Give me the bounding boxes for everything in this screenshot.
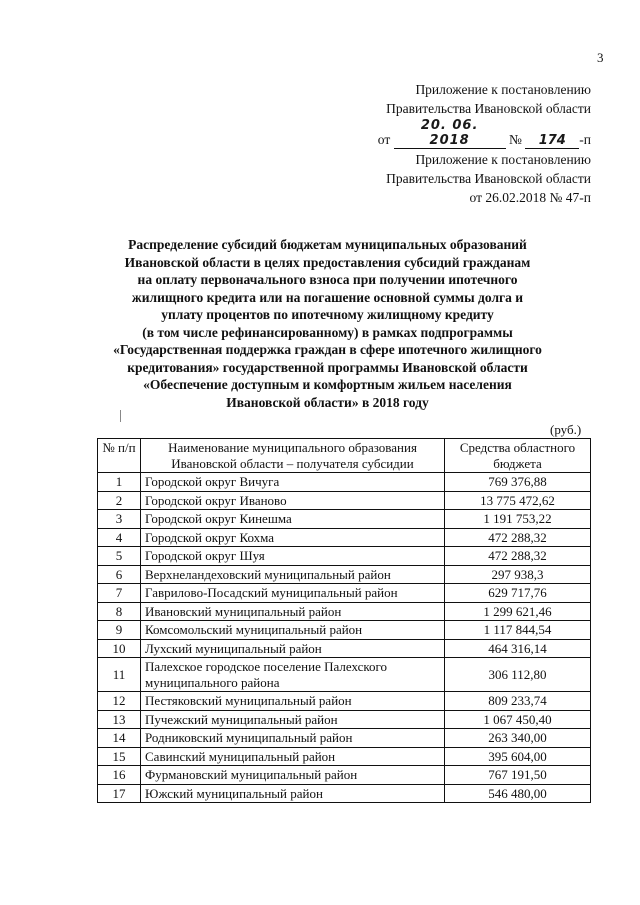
row-number: 11 [98,658,141,692]
table-row [98,602,591,621]
row-municipality: Ивановский муниципальный район [141,602,445,621]
row-amount: 464 316,14 [445,639,591,658]
row-number: 7 [98,584,141,603]
table-body [98,473,591,803]
row-number: 12 [98,692,141,711]
row-municipality: Лухский муниципальный район [141,639,445,658]
table-row [98,510,591,529]
row-municipality: Городской округ Кохма [141,528,445,547]
table-row [98,784,591,803]
handwritten-number: 174 [525,133,579,149]
subsidy-table [97,438,591,803]
table-row [98,621,591,640]
row-municipality: Городской округ Шуя [141,547,445,566]
title-line: «Государственная поддержка граждан в сфере ипотечного жилищного [113,342,542,357]
table-row [98,584,591,603]
row-amount: 472 288,32 [445,547,591,566]
title-line: «Обеспечение доступным и комфортным жильем населения [143,377,512,392]
row-municipality: Пучежский муниципальный район [141,710,445,729]
row-number: 5 [98,547,141,566]
table-header-row [98,439,591,473]
title-line: (в том числе рефинансированному) в рамках подпрограммы [142,324,513,340]
table-row [98,547,591,566]
title-line: Ивановской области в целях предоставления субсидий гражданам [124,254,531,270]
header-number: № п/п [98,439,141,473]
table-row [98,658,591,692]
row-municipality: Палехское городское поселение Палехского муниципального района [141,658,445,692]
row-number: 15 [98,747,141,766]
row-number: 2 [98,491,141,510]
table-row [98,766,591,785]
approval-original-line1: Приложение к постановлению [415,152,591,167]
handwritten-date: 20. 06. 2018 [394,118,506,149]
row-amount: 629 717,76 [445,584,591,603]
row-number: 17 [98,784,141,803]
title-line: жилищного кредита или на погашение основной суммы долга и [131,289,524,305]
header-municipality: Наименование муниципального образования Ивановской области – получателя субсидии [141,439,445,473]
table-row [98,639,591,658]
row-municipality: Родниковский муниципальный район [141,729,445,748]
margin-mark [120,410,122,422]
approval-current [378,80,591,149]
number-suffix: -п [579,132,591,147]
row-amount: 769 376,88 [445,473,591,492]
row-amount: 13 775 472,62 [445,491,591,510]
title-line: уплату процентов по ипотечному жилищному кредиту [161,307,494,322]
row-amount: 395 604,00 [445,747,591,766]
number-sign: № [509,132,522,147]
approval-current-line2: Правительства Ивановской области [386,101,591,116]
row-municipality: Фурмановский муниципальный район [141,766,445,785]
table-row [98,473,591,492]
row-municipality: Городской округ Иваново [141,491,445,510]
table-row [98,729,591,748]
approval-current-line3 [378,118,591,149]
row-amount: 1 117 844,54 [445,621,591,640]
row-municipality: Комсомольский муниципальный район [141,621,445,640]
row-number: 14 [98,729,141,748]
row-amount: 263 340,00 [445,729,591,748]
row-municipality: Городской округ Кинешма [141,510,445,529]
table-row [98,528,591,547]
row-number: 1 [98,473,141,492]
approval-current-line1: Приложение к постановлению [415,82,591,97]
title-line: Ивановской области» в 2018 году [226,394,429,410]
row-municipality: Верхнеландеховский муниципальный район [141,565,445,584]
header-amount: Средства областного бюджета [445,439,591,473]
title-line: на оплату первоначального взноса при получении ипотечного [137,272,518,287]
row-amount: 767 191,50 [445,766,591,785]
title-line: Распределение субсидий бюджетам муниципальных образований [128,237,527,252]
row-municipality: Савинский муниципальный район [141,747,445,766]
row-number: 16 [98,766,141,785]
row-municipality: Городской округ Вичуга [141,473,445,492]
row-number: 4 [98,528,141,547]
row-amount: 306 112,80 [445,658,591,692]
page-number: 3 [597,50,604,65]
row-municipality: Пестяковский муниципальный район [141,692,445,711]
title-line: кредитования» государственной программы Ивановской области [127,359,528,375]
row-amount: 297 938,3 [445,565,591,584]
row-amount: 1 299 621,46 [445,602,591,621]
table-row [98,692,591,711]
approval-original [386,150,591,207]
row-number: 9 [98,621,141,640]
currency-unit: (руб.) [550,422,582,437]
row-amount: 809 233,74 [445,692,591,711]
table-row [98,710,591,729]
from-prefix: от [377,132,391,147]
document-title [95,236,560,411]
row-number: 8 [98,602,141,621]
approval-original-line2: Правительства Ивановской области [386,171,591,186]
row-amount: 1 191 753,22 [445,510,591,529]
row-municipality: Гаврилово-Посадский муниципальный район [141,584,445,603]
row-amount: 546 480,00 [445,784,591,803]
table-row [98,491,591,510]
row-number: 6 [98,565,141,584]
row-amount: 472 288,32 [445,528,591,547]
table-row [98,747,591,766]
row-amount: 1 067 450,40 [445,710,591,729]
row-number: 13 [98,710,141,729]
approval-original-line3: от 26.02.2018 № 47-п [469,190,591,205]
row-number: 3 [98,510,141,529]
table-row [98,565,591,584]
row-municipality: Южский муниципальный район [141,784,445,803]
row-number: 10 [98,639,141,658]
